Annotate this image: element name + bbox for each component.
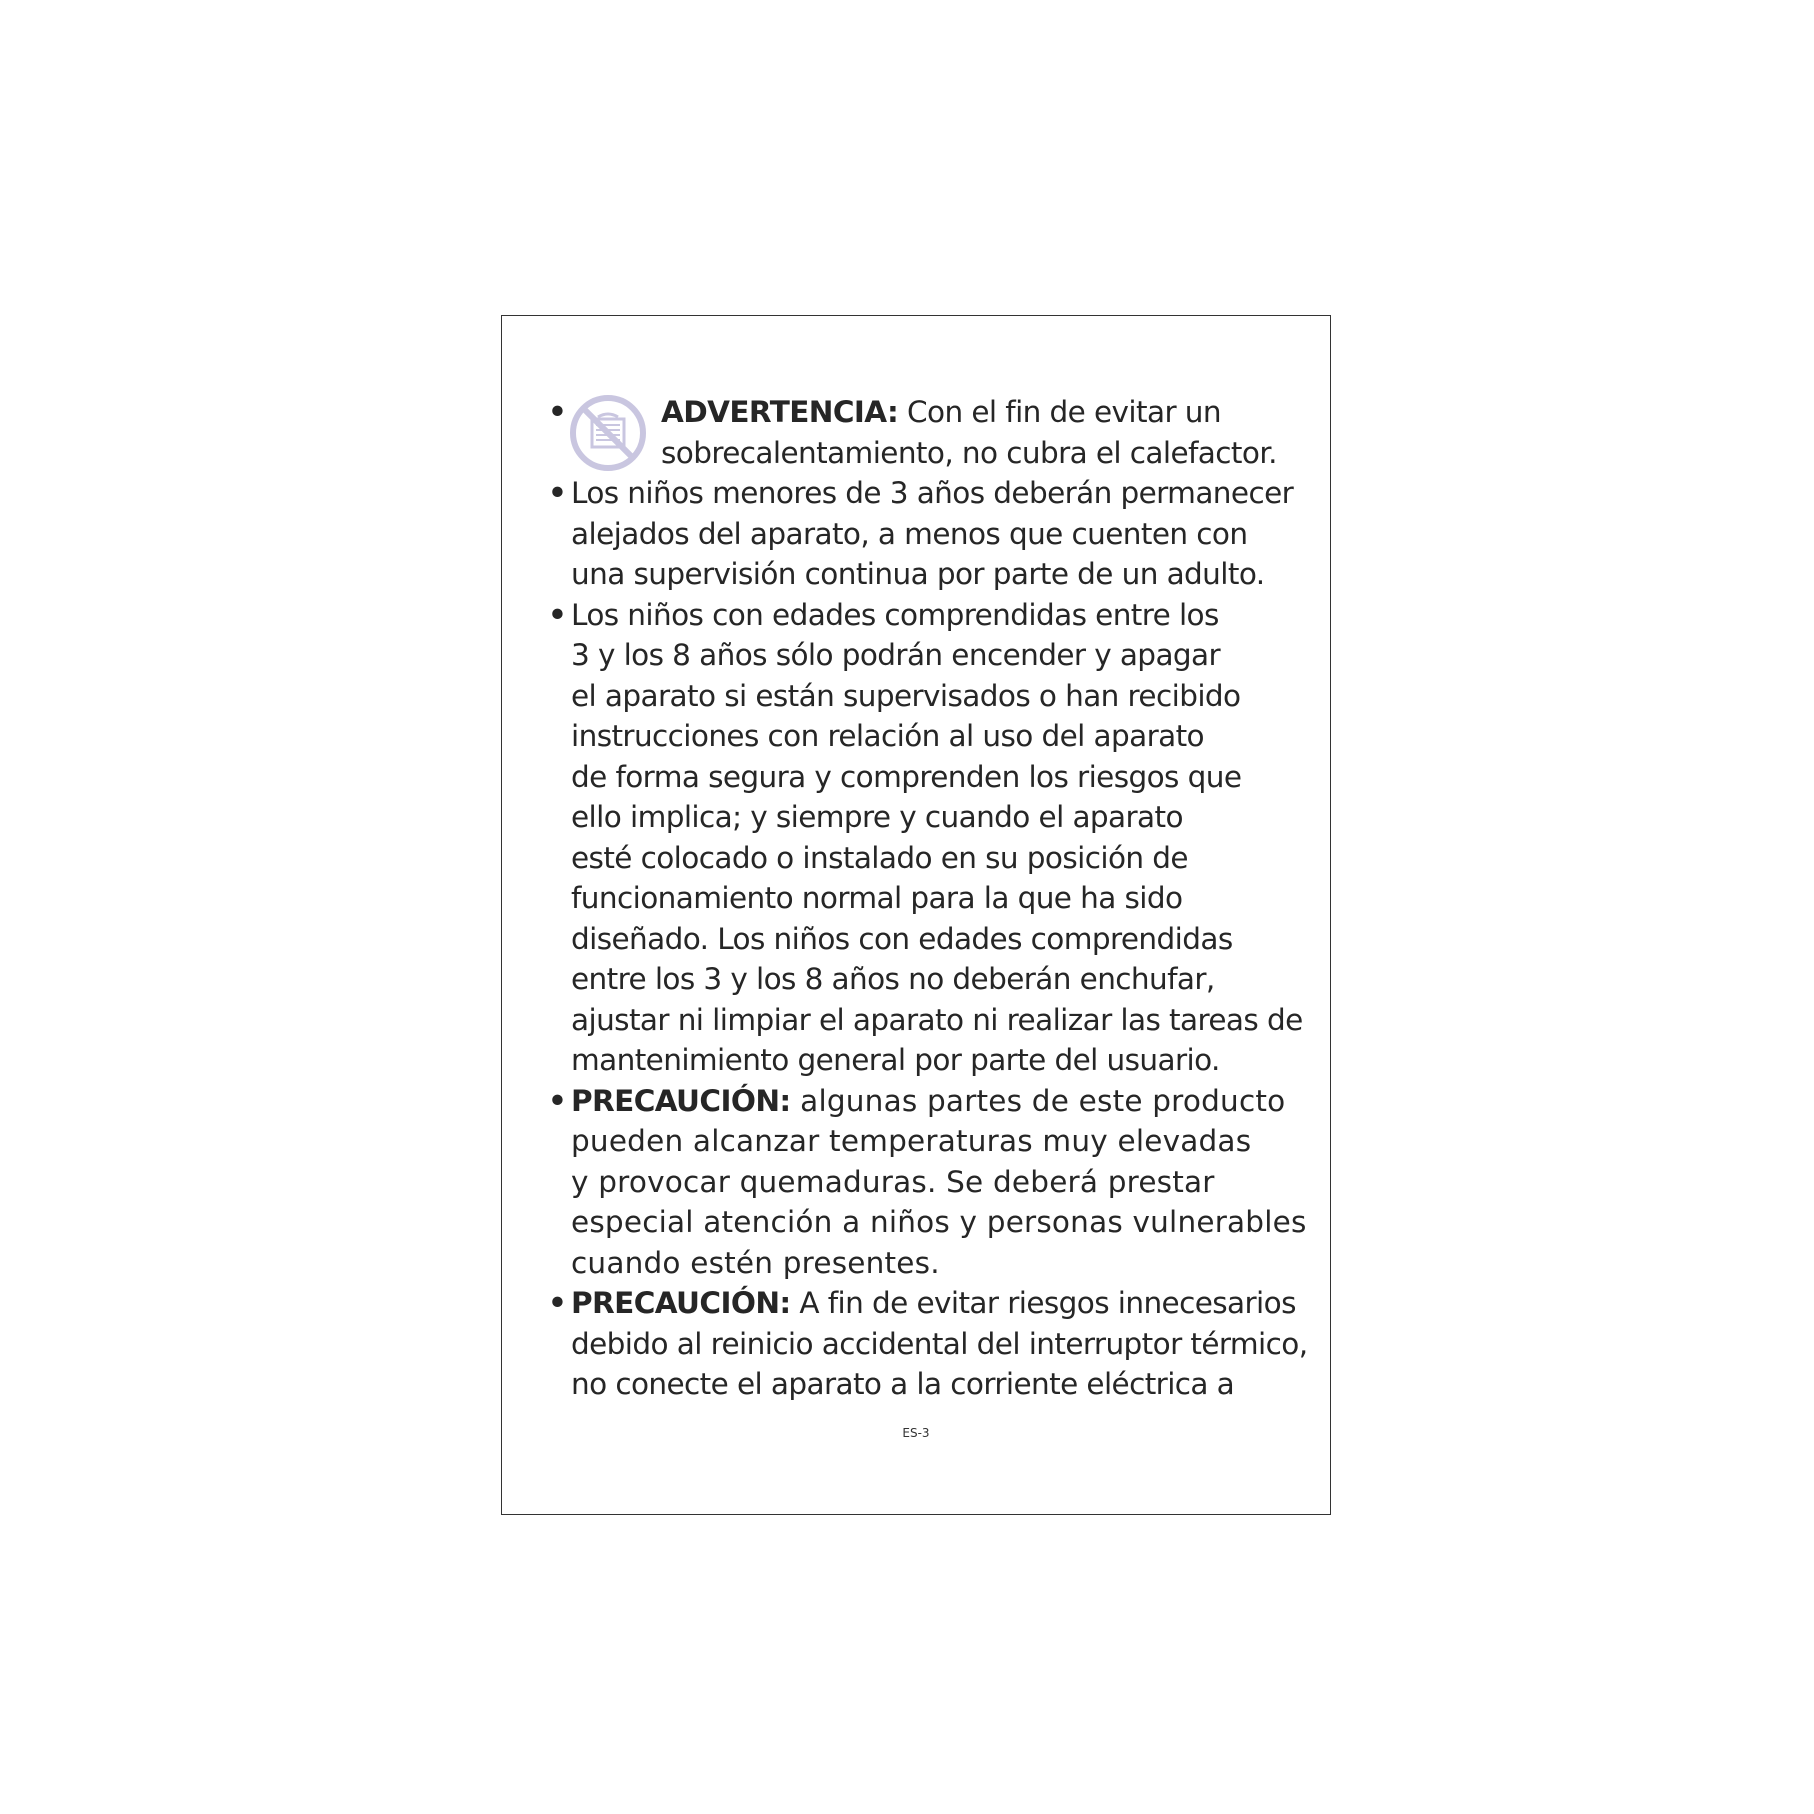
- text-line: [571, 392, 1318, 433]
- text-line: ajustar ni limpiar el aparato ni realizar las tareas de: [571, 1002, 1303, 1037]
- text-line: pueden alcanzar temperaturas muy elevadas: [571, 1124, 1252, 1158]
- text-line: alejados del aparato, a menos que cuenten con: [571, 516, 1248, 551]
- text-line: entre los 3 y los 8 años no deberán enchufar,: [571, 962, 1215, 996]
- text-line: Los niños con edades comprendidas entre los: [571, 597, 1219, 632]
- bullet: •: [548, 395, 567, 429]
- text-line: debido al reinicio accidental del interruptor térmico,: [571, 1326, 1308, 1361]
- text-line: especial atención a niños y personas vulnerables: [571, 1205, 1307, 1239]
- text-line: [571, 1081, 1318, 1122]
- text-line: el aparato si están supervisados o han recibido: [571, 678, 1241, 713]
- text-line: de forma segura y comprenden los riesgos que: [571, 759, 1242, 794]
- list-item-advertencia: [548, 392, 1318, 473]
- text-span: Con el fin de evitar un: [898, 395, 1221, 429]
- text-line: funcionamiento normal para la que ha sido: [571, 881, 1183, 915]
- list-item-children-under-3: [548, 473, 1318, 595]
- bullet: •: [548, 1286, 567, 1320]
- text-line: esté colocado o instalado en su posición de: [571, 840, 1188, 875]
- text-line: instrucciones con relación al uso del aparato: [571, 719, 1205, 753]
- safety-instructions-list: [548, 392, 1318, 1405]
- text-line: una supervisión continua por parte de un adulto.: [571, 557, 1265, 591]
- text-line: Los niños menores de 3 años deberán permanecer: [571, 476, 1294, 510]
- bullet: •: [548, 597, 567, 632]
- text-line: ello implica; y siempre y cuando el aparato: [571, 800, 1183, 834]
- text-line: [571, 1283, 1318, 1324]
- text-line: cuando estén presentes.: [571, 1245, 940, 1280]
- list-item-precaucion-temperatures: [548, 1081, 1318, 1284]
- text-span: algunas partes de este producto: [790, 1083, 1286, 1118]
- text-line: 3 y los 8 años sólo podrán encender y apagar: [571, 638, 1221, 672]
- document-page: [501, 315, 1331, 1515]
- text-line: y provocar quemaduras. Se deberá prestar: [571, 1164, 1215, 1199]
- bullet: •: [548, 476, 567, 510]
- text-line: sobrecalentamiento, no cubra el calefactor.: [661, 435, 1277, 470]
- text-line: mantenimiento general por parte del usuario.: [571, 1043, 1220, 1077]
- list-item-children-3-to-8: [548, 595, 1318, 1081]
- no-cover-icon: [568, 393, 648, 473]
- list-item-precaucion-thermal-switch: [548, 1283, 1318, 1405]
- precaucion-label: PRECAUCIÓN:: [571, 1286, 791, 1320]
- page-number: ES-3: [902, 1426, 930, 1440]
- bullet: •: [548, 1083, 568, 1118]
- advertencia-label: ADVERTENCIA:: [661, 395, 899, 429]
- precaucion-label: PRECAUCIÓN:: [571, 1083, 791, 1118]
- text-line: diseñado. Los niños con edades comprendidas: [571, 921, 1233, 956]
- text-line: no conecte el aparato a la corriente eléctrica a: [571, 1367, 1235, 1401]
- text-span: A fin de evitar riesgos innecesarios: [790, 1286, 1296, 1320]
